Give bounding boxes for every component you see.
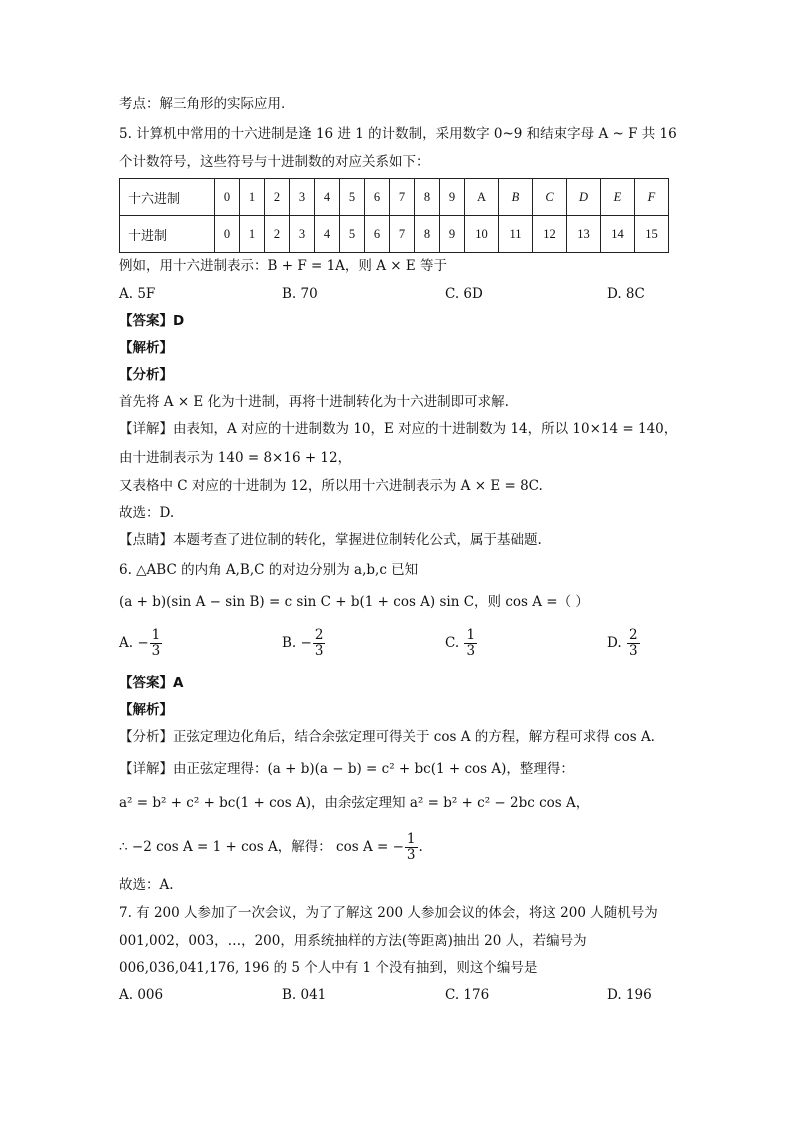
fraction-numerator: 1 xyxy=(406,831,416,847)
decimal-cell: 9 xyxy=(440,216,465,253)
decimal-row xyxy=(120,216,669,253)
decimal-cell: 11 xyxy=(499,216,533,253)
hex-cell: 5 xyxy=(340,179,365,216)
decimal-cell: 3 xyxy=(290,216,315,253)
q6-option-a-sign: − xyxy=(137,635,149,651)
q6-fenxi: 【分析】正弦定理边化角后，结合余弦定理可得关于 cos A 的方程，解方程可求得 cos A. xyxy=(119,729,655,745)
q6-option-b-fraction xyxy=(313,628,326,659)
hex-decimal-table xyxy=(119,178,669,253)
q5-stem-line1: 5. 计算机中常用的十六进制是逢 16 进 1 的计数制，采用数字 0~9 和结束字母 A ~ F 共 16 xyxy=(119,126,677,142)
decimal-cell: 7 xyxy=(390,216,415,253)
q5-detail-line2: 由十进制表示为 140 = 8×16 + 12， xyxy=(119,450,352,466)
hex-cell: 6 xyxy=(365,179,390,216)
q5-example: 例如，用十六进制表示：B + F = 1A，则 A × E 等于 xyxy=(119,258,447,274)
hex-row-header: 十六进制 xyxy=(120,179,215,216)
q6-detail-line1: 【详解】由正弦定理得：(a + b)(a − b) = c² + bc(1 + cos A)，整理得： xyxy=(119,761,574,777)
decimal-row-header: 十进制 xyxy=(120,216,215,253)
q6-detail-line3: ∴ −2 cos A = 1 + cos A，解得： cos A = − $\frac{1}{3}$ . xyxy=(119,831,423,863)
q7-stem-line1: 7. 有 200 人参加了一次会议，为了了解这 200 人参加会议的体会，将这 200 人随机号为 xyxy=(119,905,658,921)
q6-detail-fraction xyxy=(405,832,418,863)
q5-option-d: D. 8C xyxy=(607,286,645,302)
decimal-cell: 4 xyxy=(315,216,340,253)
q6-option-a xyxy=(119,628,163,659)
q6-option-c xyxy=(445,628,478,659)
q6-detail-line2: a² = b² + c² + bc(1 + cos A)，由余弦定理知 a² = b² + c² − 2bc cos A， xyxy=(119,795,590,811)
q5-jiexi: 【解析】 xyxy=(119,340,173,356)
q5-option-c: C. 6D xyxy=(445,286,483,302)
fraction-numerator: 2 xyxy=(628,627,638,643)
fraction-numerator: 2 xyxy=(314,627,324,643)
q5-guxuan: 故选：D. xyxy=(119,505,175,521)
hex-cell: 7 xyxy=(390,179,415,216)
hex-cell: 1 xyxy=(240,179,265,216)
hex-cell: A xyxy=(465,179,499,216)
q6-option-c-label: C. xyxy=(445,635,460,651)
hex-cell: E xyxy=(601,179,635,216)
q5-dianjing: 【点睛】本题考查了进位制的转化，掌握进位制转化公式，属于基础题. xyxy=(119,532,542,548)
fraction-denominator: 3 xyxy=(314,643,324,659)
hex-cell: 0 xyxy=(215,179,240,216)
q6-option-c-fraction xyxy=(464,628,477,659)
q6-option-b-sign: − xyxy=(300,635,312,651)
fraction-denominator: 3 xyxy=(466,643,476,659)
q7-option-a: A. 006 xyxy=(119,987,164,1003)
decimal-cell: 0 xyxy=(215,216,240,253)
decimal-cell: 12 xyxy=(533,216,567,253)
q7-option-b: B. 041 xyxy=(282,987,327,1003)
q7-option-c: C. 176 xyxy=(445,987,490,1003)
kaodian-line: 考点：解三角形的实际应用. xyxy=(119,96,286,112)
q7-option-d: D. 196 xyxy=(607,987,652,1003)
q5-answer: 【答案】D xyxy=(119,313,185,329)
hex-cell: 2 xyxy=(265,179,290,216)
q6-option-d-label: D. xyxy=(607,635,622,651)
q5-detail-line3: 又表格中 C 对应的十进制为 12，所以用十六进制表示为 A × E = 8C. xyxy=(119,478,543,494)
decimal-cell: 1 xyxy=(240,216,265,253)
q6-option-a-fraction xyxy=(150,628,163,659)
q5-option-b: B. 70 xyxy=(282,286,318,302)
decimal-cell: 10 xyxy=(465,216,499,253)
q6-stem-line2: (a + b)(sin A − sin B) = c sin C + b(1 + cos A) sin C，则 cos A =（ ） xyxy=(119,594,589,610)
decimal-cell: 14 xyxy=(601,216,635,253)
q6-answer: 【答案】A xyxy=(119,675,184,691)
hex-row xyxy=(120,179,669,216)
hex-cell: F xyxy=(635,179,669,216)
fraction-denominator: 3 xyxy=(151,643,161,659)
fraction-numerator: 1 xyxy=(151,627,161,643)
q5-stem-line2: 个计数符号，这些符号与十进制数的对应关系如下： xyxy=(119,154,430,170)
hex-cell: 3 xyxy=(290,179,315,216)
q6-option-b-label: B. xyxy=(282,635,297,651)
decimal-cell: 15 xyxy=(635,216,669,253)
q5-detail-line1: 【详解】由表知，A 对应的十进制数为 10，E 对应的十进制数为 14，所以 10×14 = 140， xyxy=(119,421,678,437)
decimal-cell: 13 xyxy=(567,216,601,253)
q6-option-d-fraction xyxy=(627,628,640,659)
decimal-cell: 8 xyxy=(415,216,440,253)
hex-cell: 8 xyxy=(415,179,440,216)
hex-cell: 9 xyxy=(440,179,465,216)
q5-fenxi-label: 【分析】 xyxy=(119,367,173,383)
fraction-denominator: 3 xyxy=(628,643,638,659)
q7-stem-line3: 006,036,041,176, 196 的 5 个人中有 1 个没有抽到，则这个编号是 xyxy=(119,960,538,976)
q6-option-b xyxy=(282,628,326,659)
q7-stem-line2: 001,002，003，…，200，用系统抽样的方法(等距离)抽出 20 人，若编号为 xyxy=(119,933,587,949)
q6-jiexi: 【解析】 xyxy=(119,702,173,718)
fraction-denominator: 3 xyxy=(406,847,416,863)
q5-fenxi: 首先将 A × E 化为十进制，再将十进制转化为十六进制即可求解. xyxy=(119,394,509,410)
q6-detail-line3-left: ∴ −2 cos A = 1 + cos A，解得： cos A = − xyxy=(119,839,404,855)
q6-guxuan: 故选：A. xyxy=(119,877,174,893)
q5-option-a: A. 5F xyxy=(119,286,156,302)
decimal-cell: 2 xyxy=(265,216,290,253)
q6-stem-line1: 6. △ABC 的内角 A,B,C 的对边分别为 a,b,c 已知 xyxy=(119,562,419,578)
hex-cell: B xyxy=(499,179,533,216)
q6-option-a-label: A. xyxy=(119,635,134,651)
q6-option-d xyxy=(607,628,641,659)
decimal-cell: 5 xyxy=(340,216,365,253)
hex-cell: D xyxy=(567,179,601,216)
decimal-cell: 6 xyxy=(365,216,390,253)
hex-cell: C xyxy=(533,179,567,216)
hex-cell: 4 xyxy=(315,179,340,216)
fraction-numerator: 1 xyxy=(466,627,476,643)
